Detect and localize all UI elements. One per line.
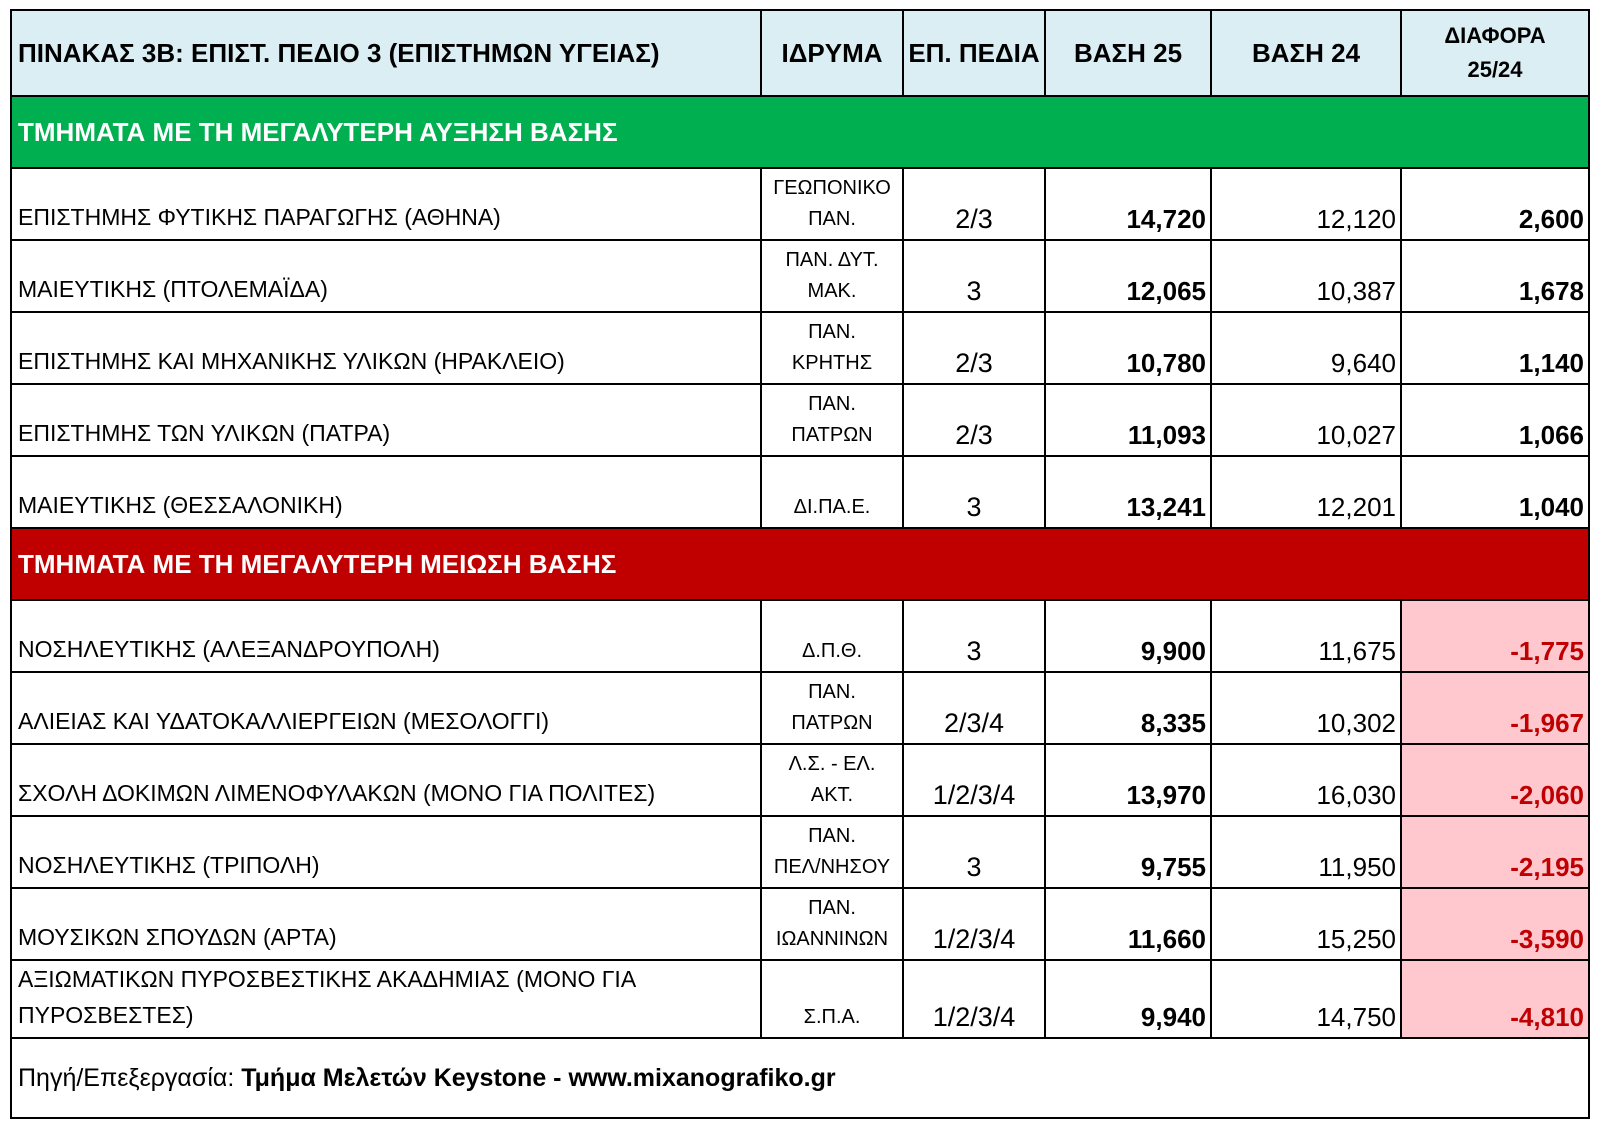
base25-value: 10,780 <box>1045 312 1211 384</box>
table-row <box>11 600 1589 672</box>
diff-value: 1,678 <box>1401 240 1589 312</box>
base24-value: 11,675 <box>1211 600 1401 672</box>
institution-line1: ΓΕΩΠΟΝΙΚΟ <box>773 177 891 199</box>
institution <box>761 312 903 384</box>
dept-name: ΜΑΙΕΥΤΙΚΗΣ (ΠΤΟΛΕΜΑΪΔΑ) <box>11 240 761 312</box>
fields: 3 <box>903 600 1045 672</box>
fields: 3 <box>903 456 1045 528</box>
table-body <box>11 96 1589 1038</box>
table-row <box>11 960 1589 1038</box>
institution-line2: ΠΑΤΡΩΝ <box>791 712 873 734</box>
institution-line1: ΠΑΝ. <box>808 321 856 343</box>
base24-value: 16,030 <box>1211 744 1401 816</box>
institution-line2: ΔΙ.ΠΑ.Ε. <box>793 496 871 518</box>
table-row <box>11 456 1589 528</box>
dept-name: ΝΟΣΗΛΕΥΤΙΚΗΣ (ΑΛΕΞΑΝΔΡΟΥΠΟΛΗ) <box>11 600 761 672</box>
base25-value: 13,970 <box>1045 744 1211 816</box>
results-table <box>10 9 1590 1119</box>
base25-value: 9,900 <box>1045 600 1211 672</box>
dept-name: ΕΠΙΣΤΗΜΗΣ ΤΩΝ ΥΛΙΚΩΝ (ΠΑΤΡΑ) <box>11 384 761 456</box>
fields: 1/2/3/4 <box>903 888 1045 960</box>
base25-value: 11,660 <box>1045 888 1211 960</box>
base24-value: 15,250 <box>1211 888 1401 960</box>
dept-name: ΜΟΥΣΙΚΩΝ ΣΠΟΥΔΩΝ (ΑΡΤΑ) <box>11 888 761 960</box>
footer-row <box>11 1038 1589 1118</box>
base25-value: 11,093 <box>1045 384 1211 456</box>
header-base24: ΒΑΣΗ 24 <box>1211 10 1401 96</box>
base25-value: 12,065 <box>1045 240 1211 312</box>
diff-value: 1,066 <box>1401 384 1589 456</box>
fields: 1/2/3/4 <box>903 960 1045 1038</box>
dept-name: ΕΠΙΣΤΗΜΗΣ ΚΑΙ ΜΗΧΑΝΙΚΗΣ ΥΛΙΚΩΝ (ΗΡΑΚΛΕΙΟ) <box>11 312 761 384</box>
header-institution: ΙΔΡΥΜΑ <box>761 10 903 96</box>
table-row <box>11 312 1589 384</box>
base24-value: 10,027 <box>1211 384 1401 456</box>
institution <box>761 744 903 816</box>
dept-name: ΜΑΙΕΥΤΙΚΗΣ (ΘΕΣΣΑΛΟΝΙΚΗ) <box>11 456 761 528</box>
section-decrease-title: ΤΜΗΜΑΤΑ ΜΕ ΤΗ ΜΕΓΑΛΥΤΕΡΗ ΜΕΙΩΣΗ ΒΑΣΗΣ <box>11 528 1589 600</box>
results-table-sheet <box>10 9 1588 1119</box>
table-row <box>11 240 1589 312</box>
diff-value: -1,775 <box>1401 600 1589 672</box>
fields: 1/2/3/4 <box>903 744 1045 816</box>
fields: 3 <box>903 240 1045 312</box>
fields: 2/3 <box>903 312 1045 384</box>
institution-line2: ΠΑΤΡΩΝ <box>791 424 873 446</box>
diff-value: -1,967 <box>1401 672 1589 744</box>
section-increase <box>11 96 1589 168</box>
institution-line1: ΠΑΝ. <box>808 681 856 703</box>
institution-line1: Λ.Σ. - ΕΛ. <box>788 753 876 775</box>
fields: 2/3 <box>903 168 1045 240</box>
table-row <box>11 816 1589 888</box>
diff-value: -2,060 <box>1401 744 1589 816</box>
base24-value: 10,387 <box>1211 240 1401 312</box>
diff-value: 1,040 <box>1401 456 1589 528</box>
table-row <box>11 672 1589 744</box>
institution <box>761 816 903 888</box>
source-prefix: Πηγή/Επεξεργασία: <box>18 1063 242 1092</box>
institution-line2: Σ.Π.Α. <box>803 1006 861 1028</box>
header-diff <box>1401 10 1589 96</box>
institution <box>761 960 903 1038</box>
institution-line2: ΑΚΤ. <box>810 784 854 806</box>
table-row <box>11 384 1589 456</box>
diff-value: -2,195 <box>1401 816 1589 888</box>
fields: 2/3/4 <box>903 672 1045 744</box>
institution-line2: ΚΡΗΤΗΣ <box>791 352 873 374</box>
institution-line2: ΠΑΝ. <box>808 208 856 230</box>
fields: 3 <box>903 816 1045 888</box>
header-diff-line1: ΔΙΑΦΟΡΑ <box>1444 23 1546 48</box>
dept-name: ΝΟΣΗΛΕΥΤΙΚΗΣ (ΤΡΙΠΟΛΗ) <box>11 816 761 888</box>
institution-line1: ΠΑΝ. <box>808 897 856 919</box>
table-row <box>11 168 1589 240</box>
base24-value: 11,950 <box>1211 816 1401 888</box>
institution-line2: ΠΕΛ/ΝΗΣΟΥ <box>773 856 891 878</box>
base25-value: 14,720 <box>1045 168 1211 240</box>
institution <box>761 240 903 312</box>
institution <box>761 456 903 528</box>
dept-name: ΑΛΙΕΙΑΣ ΚΑΙ ΥΔΑΤΟΚΑΛΛΙΕΡΓΕΙΩΝ (ΜΕΣΟΛΟΓΓΙ) <box>11 672 761 744</box>
institution <box>761 672 903 744</box>
dept-name: ΕΠΙΣΤΗΜΗΣ ΦΥΤΙΚΗΣ ΠΑΡΑΓΩΓΗΣ (ΑΘΗΝΑ) <box>11 168 761 240</box>
table-row <box>11 888 1589 960</box>
section-decrease <box>11 528 1589 600</box>
table-title: ΠΙΝΑΚΑΣ 3Β: ΕΠΙΣΤ. ΠΕΔΙΟ 3 (ΕΠΙΣΤΗΜΩΝ ΥΓΕΙΑΣ) <box>11 10 761 96</box>
table-row <box>11 744 1589 816</box>
institution-line1: ΠΑΝ. <box>808 393 856 415</box>
institution-line2: ΙΩΑΝΝΙΝΩΝ <box>775 928 889 950</box>
dept-name: ΑΞΙΩΜΑΤΙΚΩΝ ΠΥΡΟΣΒΕΣΤΙΚΗΣ ΑΚΑΔΗΜΙΑΣ (ΜΟΝΟ ΓΙΑ ΠΥΡΟΣΒΕΣΤΕΣ) <box>11 960 761 1038</box>
source-note <box>11 1038 1589 1118</box>
base24-value: 14,750 <box>1211 960 1401 1038</box>
institution-line2: ΜΑΚ. <box>807 280 857 302</box>
header-row <box>11 10 1589 96</box>
institution-line2: Δ.Π.Θ. <box>801 640 863 662</box>
institution <box>761 384 903 456</box>
base25-value: 9,940 <box>1045 960 1211 1038</box>
base25-value: 9,755 <box>1045 816 1211 888</box>
base24-value: 10,302 <box>1211 672 1401 744</box>
diff-value: 1,140 <box>1401 312 1589 384</box>
institution <box>761 600 903 672</box>
institution <box>761 888 903 960</box>
base24-value: 12,201 <box>1211 456 1401 528</box>
diff-value: -4,810 <box>1401 960 1589 1038</box>
header-fields: ΕΠ. ΠΕΔΙΑ <box>903 10 1045 96</box>
base24-value: 9,640 <box>1211 312 1401 384</box>
base25-value: 8,335 <box>1045 672 1211 744</box>
base24-value: 12,120 <box>1211 168 1401 240</box>
institution <box>761 168 903 240</box>
fields: 2/3 <box>903 384 1045 456</box>
diff-value: 2,600 <box>1401 168 1589 240</box>
dept-name: ΣΧΟΛΗ ΔΟΚΙΜΩΝ ΛΙΜΕΝΟΦΥΛΑΚΩΝ (ΜΟΝΟ ΓΙΑ ΠΟΛΙΤΕΣ) <box>11 744 761 816</box>
section-increase-title: ΤΜΗΜΑΤΑ ΜΕ ΤΗ ΜΕΓΑΛΥΤΕΡΗ ΑΥΞΗΣΗ ΒΑΣΗΣ <box>11 96 1589 168</box>
institution-line1: ΠΑΝ. ΔΥΤ. <box>785 249 879 271</box>
header-diff-line2: 25/24 <box>1467 57 1523 82</box>
header-base25: ΒΑΣΗ 25 <box>1045 10 1211 96</box>
source-text: Τμήμα Μελετών Keystone - www.mixanografiko.gr <box>241 1063 836 1092</box>
diff-value: -3,590 <box>1401 888 1589 960</box>
base25-value: 13,241 <box>1045 456 1211 528</box>
institution-line1: ΠΑΝ. <box>808 825 856 847</box>
